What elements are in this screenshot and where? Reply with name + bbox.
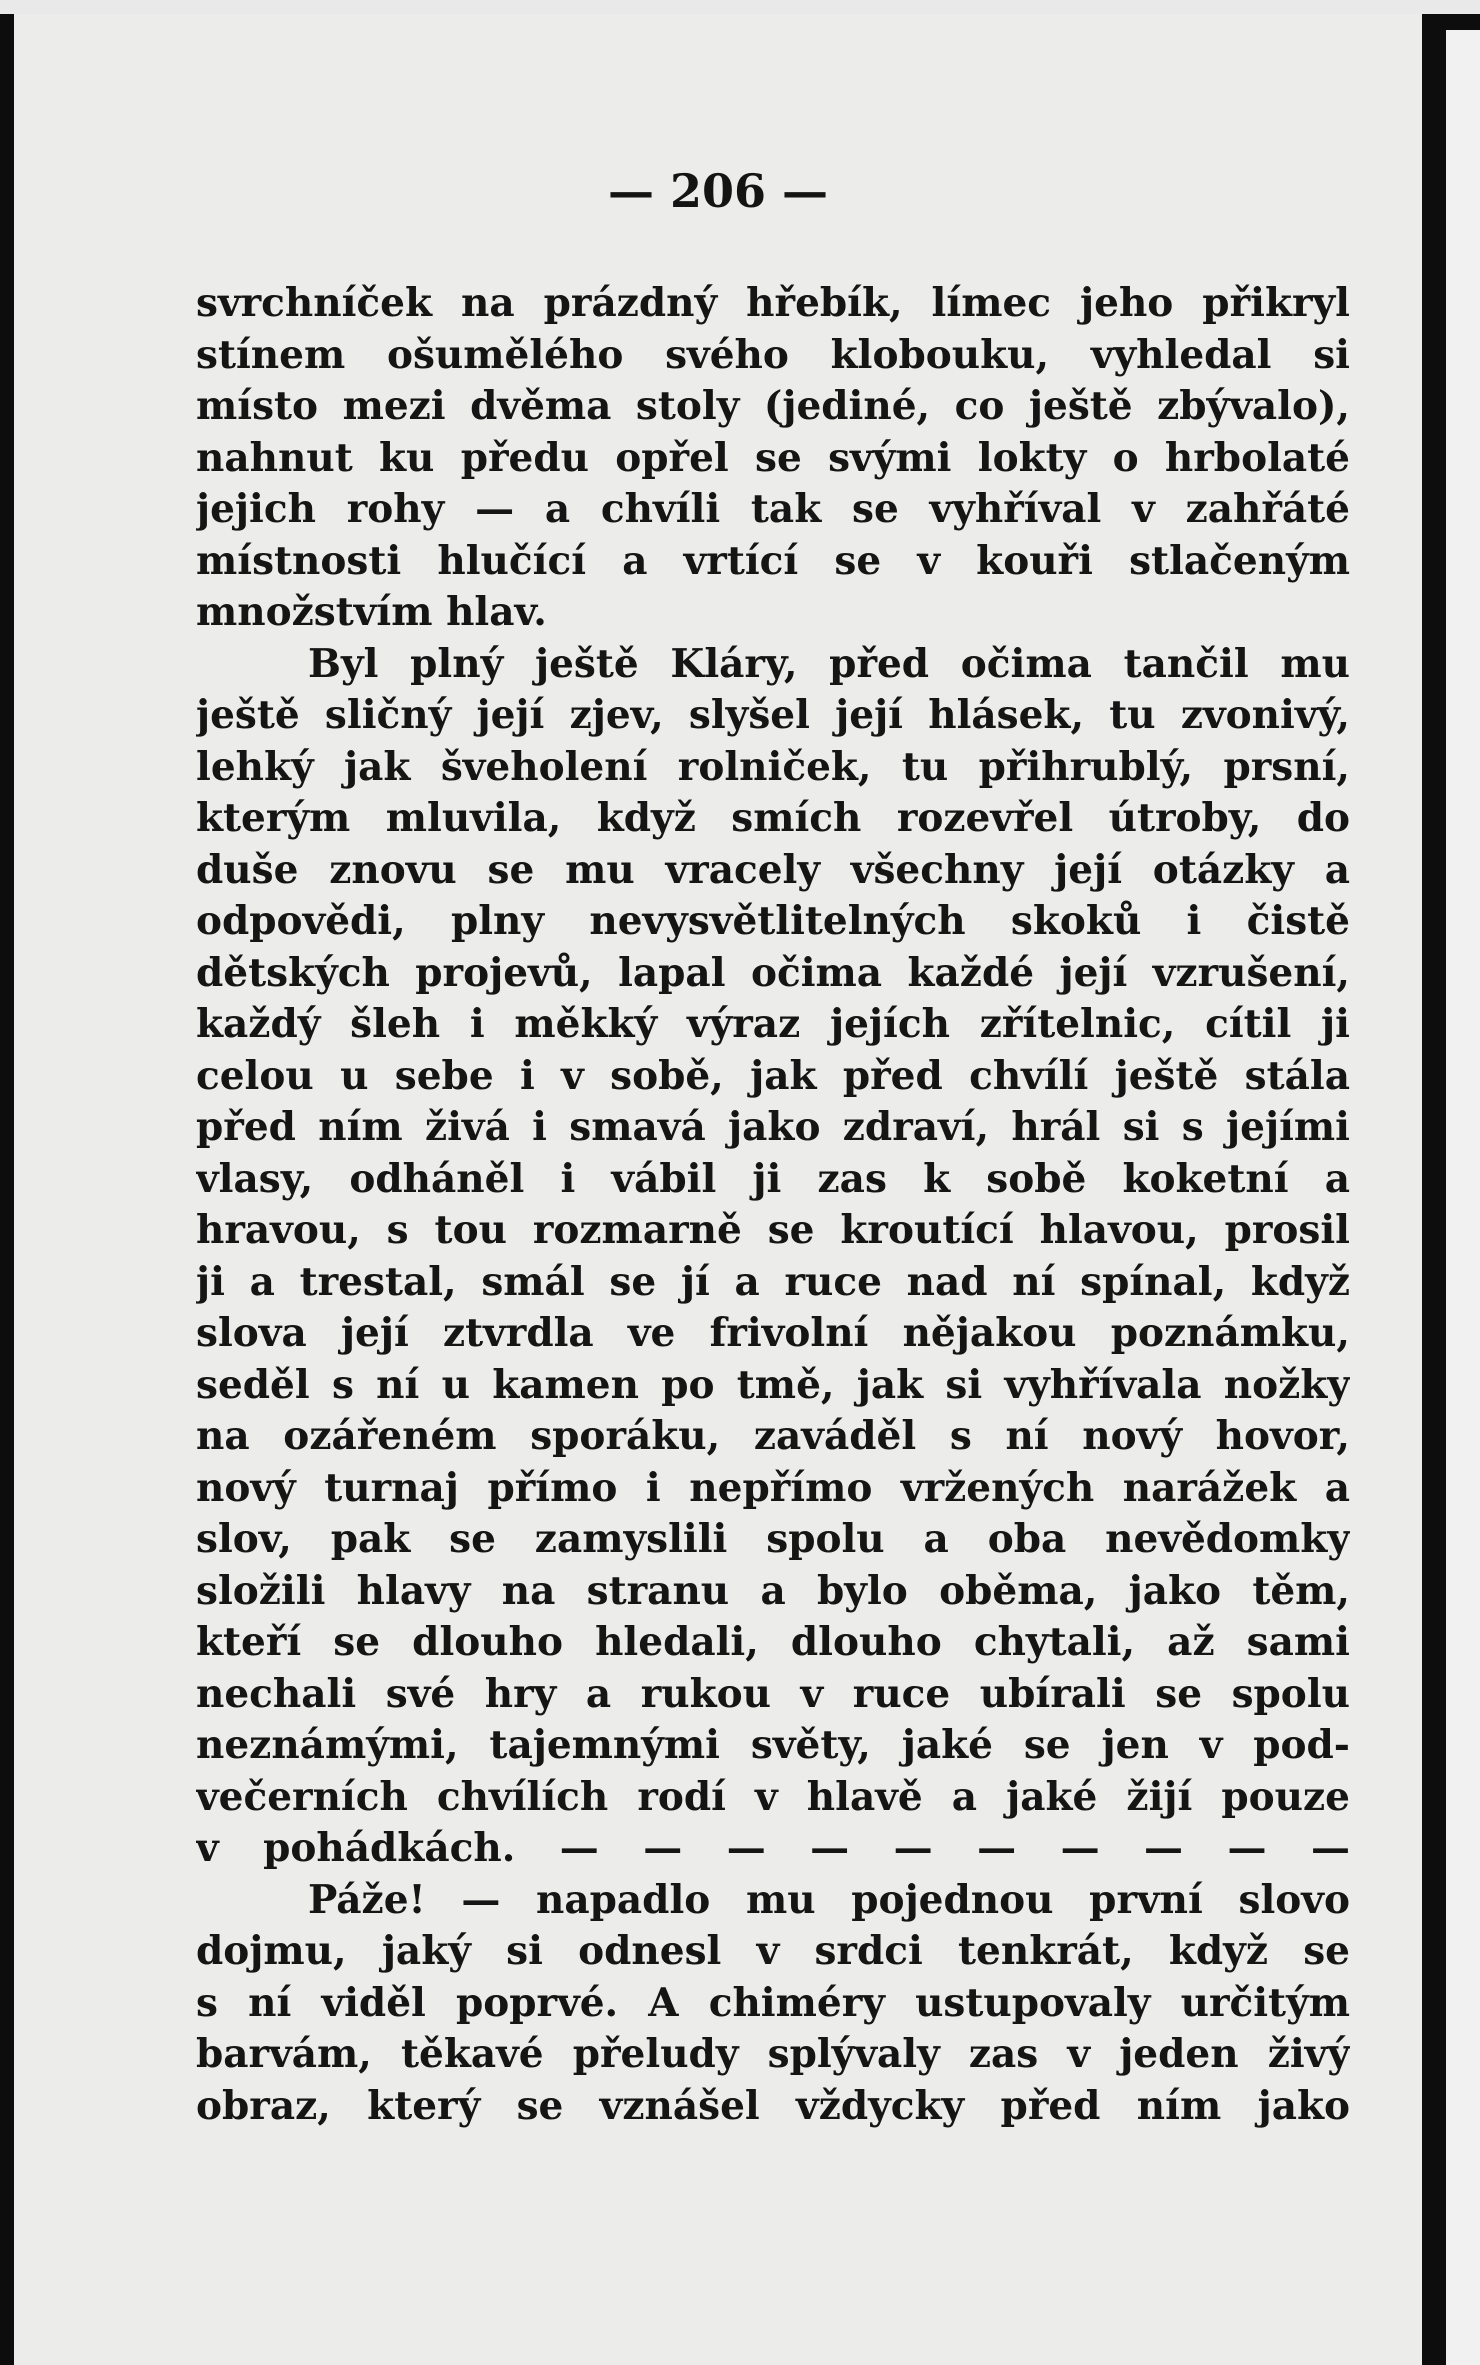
text-line: jejich rohy — a chvíli tak se vyhříval v zahřáté — [196, 486, 1350, 532]
text-line: v pohádkách. — — — — — — — — — — — [196, 1825, 1350, 1871]
text-line: slov, pak se zamyslili spolu a oba nevědomky — [196, 1516, 1350, 1562]
text-line: duše znovu se mu vracely všechny její otázky a — [196, 846, 1350, 893]
text-line: nahnut ku předu opřel se svými lokty o hrbolaté — [196, 434, 1350, 481]
text-line: neznámými, tajemnými světy, jaké se jen v pod- — [196, 1722, 1350, 1768]
text-line: kteří se dlouho hledali, dlouho chytali, až sami — [196, 1619, 1350, 1665]
page-number: — 206 — — [607, 164, 829, 218]
text-line: obraz, který se vznášel vždycky před ním jako — [196, 2082, 1350, 2129]
text-line: před ním živá i smavá jako zdraví, hrál si s jejími — [196, 1104, 1350, 1150]
text-line: odpovědi, plny nevysvětlitelných skoků i čistě — [196, 898, 1350, 944]
scan-top-edge — [0, 0, 1480, 14]
text-line: slova její ztvrdla ve frivolní nějakou poznámku, — [196, 1310, 1350, 1356]
text-line: dojmu, jaký si odnesl v srdci tenkrát, když se — [196, 1928, 1350, 1974]
text-line: místo mezi dvěma stoly (jediné, co ještě zbývalo), — [196, 383, 1350, 429]
text-line: večerních chvílích rodí v hlavě a jaké žijí pouze — [196, 1773, 1350, 1820]
text-line: místnosti hlučící a vrtící se v kouři stlačeným — [196, 537, 1350, 584]
text-line: svrchníček na prázdný hřebík, límec jeho přikryl — [196, 280, 1350, 326]
text-line: ji a trestal, smál se jí a ruce nad ní spínal, když — [196, 1258, 1350, 1305]
text-line: stínem ošumělého svého klobouku, vyhledal si — [196, 331, 1350, 378]
book-page — [14, 14, 1422, 2365]
text-line: kterým mluvila, když smích rozevřel útroby, do — [196, 795, 1350, 841]
text-line: Byl plný ještě Kláry, před očima tančil mu — [308, 640, 1350, 687]
adjacent-page-edge — [1446, 30, 1480, 2365]
body-text — [196, 278, 1350, 2132]
text-line: barvám, těkavé přeludy splývaly zas v jeden živý — [196, 2031, 1350, 2077]
text-line: složili hlavy na stranu a bylo oběma, jako těm, — [196, 1567, 1350, 1614]
text-line: nový turnaj přímo i nepřímo vržených narážek a — [196, 1464, 1350, 1511]
text-line: seděl s ní u kamen po tmě, jak si vyhřívala nožky — [196, 1361, 1350, 1408]
text-line: vlasy, odháněl i vábil ji zas k sobě koketní a — [196, 1155, 1350, 1202]
text-line: na ozářeném sporáku, zaváděl s ní nový hovor, — [196, 1413, 1350, 1459]
text-line: lehký jak šveholení rolniček, tu přihrublý, prsní, — [196, 743, 1350, 790]
text-line: Páže! — napadlo mu pojednou první slovo — [308, 1876, 1350, 1923]
text-line: nechali své hry a rukou v ruce ubírali se spolu — [196, 1670, 1350, 1717]
text-line: celou u sebe i v sobě, jak před chvílí ještě stála — [196, 1052, 1350, 1099]
text-line: ještě sličný její zjev, slyšel její hlásek, tu zvonivý, — [196, 692, 1350, 738]
text-line: dětských projevů, lapal očima každé její vzrušení, — [196, 949, 1350, 996]
text-line: hravou, s tou rozmarně se kroutící hlavou, prosil — [196, 1207, 1350, 1253]
text-line: s ní viděl poprvé. A chiméry ustupovaly určitým — [196, 1979, 1350, 2026]
text-line: množstvím hlav. — [196, 589, 547, 635]
text-line: každý šleh i měkký výraz jejích zřítelnic, cítil ji — [196, 1001, 1350, 1047]
